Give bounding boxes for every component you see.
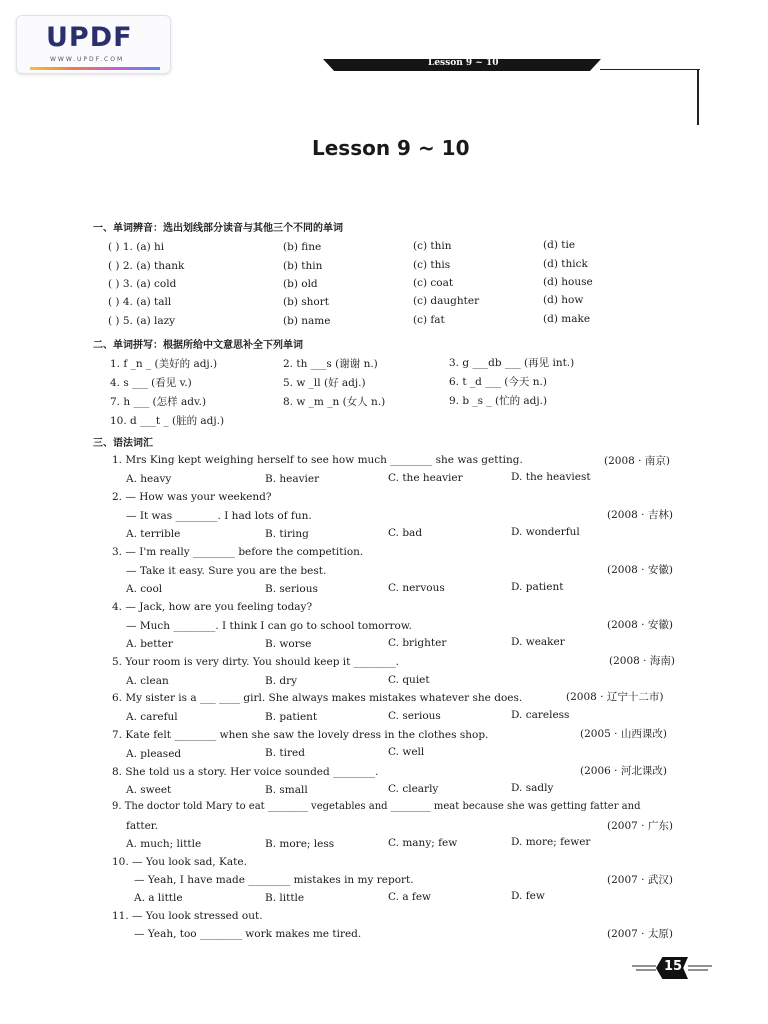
q4-source: (2008 · 安徽): [607, 619, 673, 631]
s1-row2-c: (c) this: [413, 259, 451, 271]
s1-row1-b: (b) fine: [283, 241, 322, 253]
q9-source: (2007 · 广东): [607, 820, 673, 832]
q3-option-d: D. patient: [511, 581, 564, 593]
q6-option-d: D. careless: [511, 709, 570, 721]
section3-heading: 三、语法词汇: [93, 438, 153, 449]
q6-option-a: A. careful: [126, 711, 178, 723]
s1-row4-b: (b) short: [283, 296, 329, 308]
q5-source: (2008 · 海南): [609, 655, 675, 667]
q10-line1: 10. — You look sad, Kate.: [112, 856, 247, 868]
q8-option-a: A. sweet: [126, 784, 172, 796]
q10-option-b: B. little: [265, 892, 305, 904]
q2-option-a: A. terrible: [126, 528, 181, 540]
q1-option-b: B. heavier: [265, 473, 320, 485]
s1-row2-b: (b) thin: [283, 260, 323, 272]
q10-option-c: C. a few: [388, 891, 432, 903]
header-lesson: Lesson 9 ~ 10: [428, 58, 499, 68]
s2-item-2: 2. th ___s (谢谢 n.): [283, 358, 378, 370]
q1-stem: 1. Mrs King kept weighing herself to see how much ________ she was getting.: [112, 454, 523, 466]
q7-stem: 7. Kate felt ________ when she saw the lovely dress in the clothes shop.: [112, 729, 489, 741]
q1-option-a: A. heavy: [126, 473, 172, 485]
q5-option-c: C. quiet: [388, 674, 430, 686]
logo-url: WWW.UPDF.COM: [50, 56, 125, 63]
section2-heading: 二、单词拼写：根据所给中文意思补全下列单词: [93, 340, 303, 351]
s1-row1-c: (c) thin: [413, 240, 452, 252]
s1-row3-a: ( ) 3. (a) cold: [108, 278, 177, 290]
s1-row2-a: ( ) 2. (a) thank: [108, 260, 185, 272]
s1-row5-c: (c) fat: [413, 314, 445, 326]
q2-line1: 2. — How was your weekend?: [112, 491, 272, 503]
s2-item-4: 4. s ___ (看见 v.): [110, 377, 192, 389]
s2-item-3: 3. g ___db ___ (再见 int.): [449, 357, 575, 369]
page-title: Lesson 9 ~ 10: [312, 136, 470, 160]
q10-option-d: D. few: [511, 890, 545, 902]
q5-stem: 5. Your room is very dirty. You should keep it ________.: [112, 656, 400, 668]
q4-line1: 4. — Jack, how are you feeling today?: [112, 601, 313, 613]
q3-line1: 3. — I'm really ________ before the competition.: [112, 546, 364, 558]
q3-source: (2008 · 安徽): [607, 564, 673, 576]
q10-source: (2007 · 武汉): [607, 874, 673, 886]
q8-source: (2006 · 河北课改): [580, 765, 667, 777]
header-vertical-rule: [697, 69, 699, 125]
q3-option-b: B. serious: [265, 583, 318, 595]
header-rule: [600, 69, 700, 70]
q8-stem: 8. She told us a story. Her voice sounded ________.: [112, 766, 379, 778]
s2-item-1: 1. f _n _ (美好的 adj.): [110, 358, 218, 370]
s1-row4-d: (d) how: [543, 294, 584, 306]
s1-row4-c: (c) daughter: [413, 295, 480, 307]
s1-row5-d: (d) make: [543, 313, 591, 325]
q11-line2: — Yeah, too ________ work makes me tired.: [134, 928, 362, 940]
q1-option-d: D. the heaviest: [511, 471, 591, 483]
q2-option-c: C. bad: [388, 527, 423, 539]
s2-item-8: 8. w _m _n (女人 n.): [283, 396, 386, 408]
q4-option-c: C. brighter: [388, 637, 447, 649]
q9-line1: 9. The doctor told Mary to eat ________ vegetables and ________ meat because she was getting fatter and: [112, 801, 641, 812]
q6-option-b: B. patient: [265, 711, 318, 723]
q2-line2: — It was ________. I had lots of fun.: [126, 510, 312, 522]
q6-option-c: C. serious: [388, 710, 441, 722]
q4-option-a: A. better: [126, 638, 173, 650]
q7-option-a: A. pleased: [126, 748, 182, 760]
q3-option-a: A. cool: [126, 583, 163, 595]
s1-row2-d: (d) thick: [543, 258, 588, 270]
s2-item-9: 9. b _s _ (忙的 adj.): [449, 395, 548, 407]
q5-option-a: A. clean: [126, 675, 169, 687]
q11-line1: 11. — You look stressed out.: [112, 910, 263, 922]
s1-row4-a: ( ) 4. (a) tall: [108, 296, 172, 308]
q3-option-c: C. nervous: [388, 582, 445, 594]
q3-line2: — Take it easy. Sure you are the best.: [126, 565, 327, 577]
s1-row3-d: (d) house: [543, 276, 593, 288]
q1-source: (2008 · 南京): [604, 455, 670, 467]
q10-option-a: A. a little: [134, 892, 183, 904]
q7-source: (2005 · 山西课改): [580, 728, 667, 740]
q4-option-d: D. weaker: [511, 636, 565, 648]
s1-row5-a: ( ) 5. (a) lazy: [108, 315, 176, 327]
q5-option-b: B. dry: [265, 675, 298, 687]
s2-item-7: 7. h ___ (怎样 adv.): [110, 396, 207, 408]
logo: UPDF: [46, 22, 133, 53]
logo-underline: [30, 67, 160, 70]
q2-source: (2008 · 吉林): [607, 509, 673, 521]
s2-item-5: 5. w _ll (好 adj.): [283, 377, 366, 389]
q8-option-c: C. clearly: [388, 783, 439, 795]
q7-option-b: B. tired: [265, 747, 305, 759]
q6-stem: 6. My sister is a ___ ____ girl. She always makes mistakes whatever she does.: [112, 692, 523, 704]
s1-row3-c: (c) coat: [413, 277, 454, 289]
q6-source: (2008 · 辽宁十二市): [566, 691, 664, 703]
page-number: 15: [664, 959, 683, 974]
q4-option-b: B. worse: [265, 638, 312, 650]
s1-row5-b: (b) name: [283, 315, 331, 327]
q9-option-a: A. much; little: [126, 838, 202, 850]
q9-option-d: D. more; fewer: [511, 836, 591, 848]
s1-row1-a: ( ) 1. (a) hi: [108, 241, 165, 253]
q9-line2: fatter.: [126, 820, 159, 832]
q11-source: (2007 · 太原): [607, 928, 673, 940]
s1-row3-b: (b) old: [283, 278, 318, 290]
q10-line2: — Yeah, I have made ________ mistakes in my report.: [134, 874, 414, 886]
q7-option-c: C. well: [388, 746, 425, 758]
q9-option-c: C. many; few: [388, 837, 458, 849]
s2-item-6: 6. t _d ___ (今天 n.): [449, 376, 547, 388]
section1-heading: 一、单词辨音：选出划线部分读音与其他三个不同的单词: [93, 223, 343, 234]
s2-item-10: 10. d ___t _ (脏的 adj.): [110, 415, 225, 427]
q1-option-c: C. the heavier: [388, 472, 463, 484]
q4-line2: — Much ________. I think I can go to school tomorrow.: [126, 620, 412, 632]
q2-option-b: B. tiring: [265, 528, 309, 540]
s1-row1-d: (d) tie: [543, 239, 576, 251]
q2-option-d: D. wonderful: [511, 526, 580, 538]
q9-option-b: B. more; less: [265, 838, 335, 850]
q8-option-d: D. sadly: [511, 782, 554, 794]
q8-option-b: B. small: [265, 784, 308, 796]
